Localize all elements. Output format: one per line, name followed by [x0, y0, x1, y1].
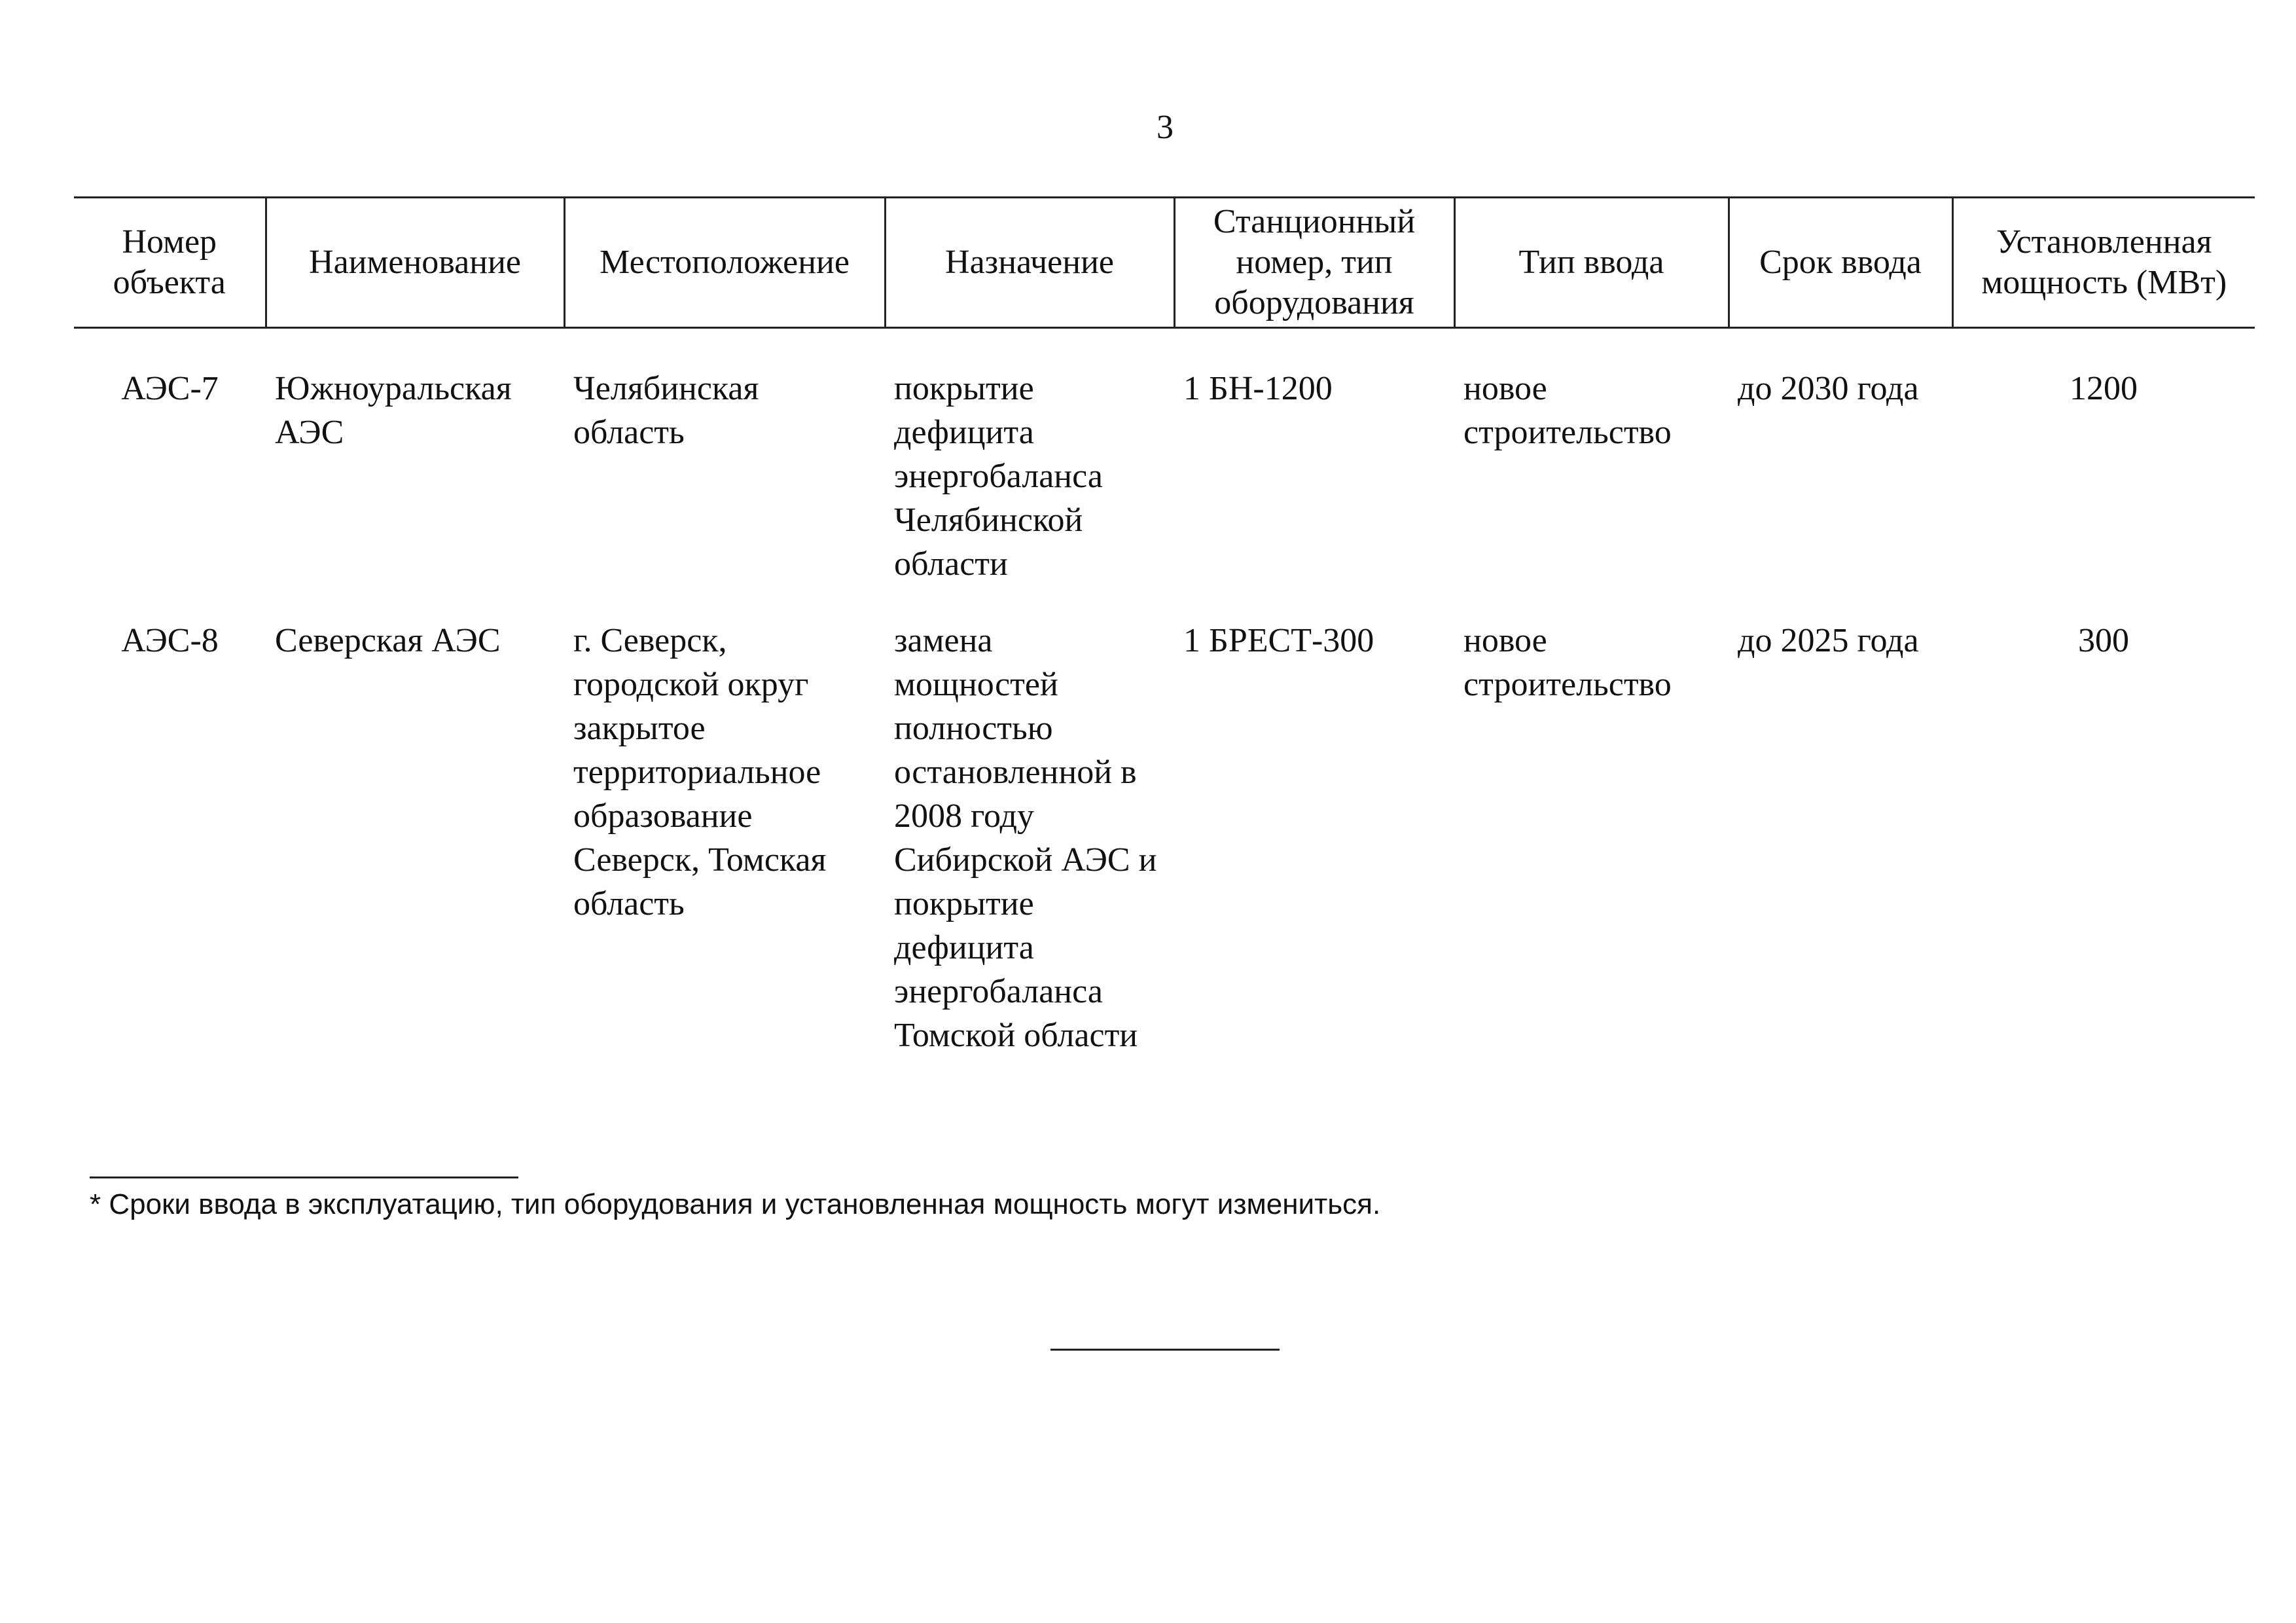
cell-object-number: АЭС-7: [121, 370, 219, 407]
cell-input-type: новое строительство: [1463, 370, 1672, 451]
cell-input-type: новое строительство: [1463, 622, 1672, 703]
cell-object-number: АЭС-8: [121, 622, 219, 659]
cell-purpose: замена мощностей полностью остановленной в 2008 году Сибирской АЭС и покрытие дефицита энергобаланса Томской области: [894, 622, 1157, 1054]
header-equipment: Станционный номер, тип оборудования: [1174, 198, 1454, 328]
power-plants-table-container: [74, 196, 2255, 1090]
header-power: Установленная мощность (МВт): [1952, 198, 2255, 328]
table-header-row: [74, 198, 2255, 328]
end-of-document-rule: [1050, 1349, 1280, 1351]
page-number: 3: [1157, 109, 1174, 146]
header-input-type: Тип ввода: [1454, 198, 1729, 328]
cell-deadline: до 2030 года: [1738, 370, 1919, 407]
table-row: [74, 367, 2255, 619]
header-location: Местоположение: [564, 198, 885, 328]
cell-purpose: покрытие дефицита энергобаланса Челябинской области: [894, 370, 1103, 583]
cell-power: 1200: [2070, 370, 2138, 407]
table-row: [74, 619, 2255, 1090]
cell-deadline: до 2025 года: [1738, 622, 1919, 659]
header-name: Наименование: [266, 198, 564, 328]
footnote-divider: [90, 1176, 518, 1178]
cell-power: 300: [2078, 622, 2129, 659]
cell-equipment: 1 БРЕСТ-300: [1183, 622, 1374, 659]
table-spacer: [74, 328, 2255, 367]
cell-name: Южноуральская АЭС: [275, 370, 512, 451]
cell-name: Северская АЭС: [275, 622, 501, 659]
header-purpose: Назначение: [885, 198, 1174, 328]
header-object-number: Номер объекта: [74, 198, 266, 328]
cell-equipment: 1 БН-1200: [1183, 370, 1333, 407]
power-plants-table: [74, 196, 2255, 1090]
header-deadline: Срок ввода: [1729, 198, 1952, 328]
cell-location: г. Северск, городской округ закрытое территориальное образование Северск, Томская область: [573, 622, 827, 922]
footnote: * Сроки ввода в эксплуатацию, тип оборудования и установленная мощность могут измениться.: [90, 1188, 1381, 1220]
cell-location: Челябинская область: [573, 370, 759, 451]
